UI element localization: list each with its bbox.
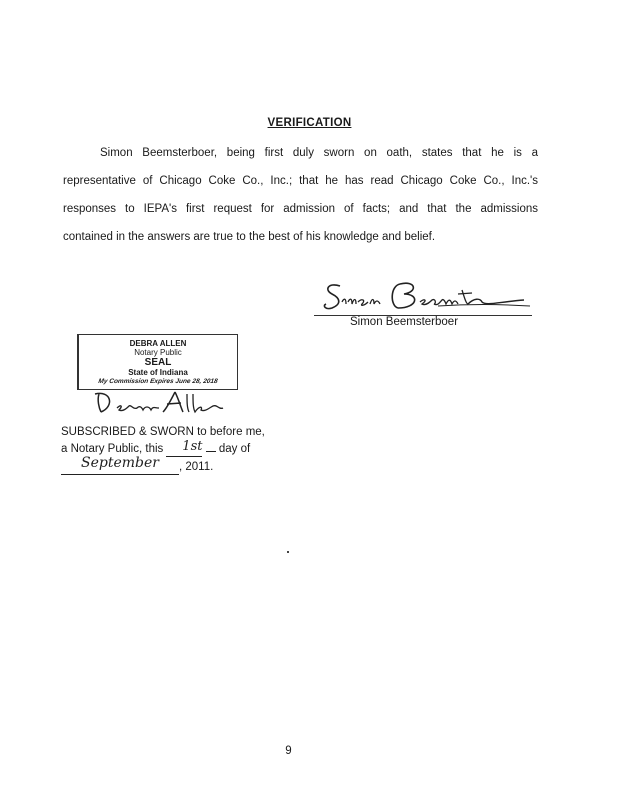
body-line-4: contained in the answers are true to the best of his knowledge and belief. [63, 231, 436, 243]
notary-signature [93, 388, 233, 416]
subscribed-line-1: SUBSCRIBED & SWORN to before me, [61, 426, 265, 438]
subscribed-prefix: a Notary Public, this [61, 443, 164, 455]
seal-state: State of Indiana [128, 368, 188, 377]
year-text: , 2011. [179, 461, 214, 473]
body-line-2: representative of Chicago Coke Co., Inc.; that he has read Chicago Coke Co., Inc.'s [63, 175, 538, 187]
body-line-1: Simon Beemsterboer, being first duly sworn on oath, states that he is a [100, 147, 538, 159]
document-title: VERIFICATION [267, 117, 352, 129]
signer-name: Simon Beemsterboer [350, 316, 459, 328]
month-blank [61, 455, 179, 475]
scan-speck [287, 551, 289, 553]
subscribed-line-3 [61, 455, 214, 475]
page-number: 9 [285, 745, 292, 757]
day-blank-tail [206, 451, 216, 452]
seal-notary-name: DEBRA ALLEN [129, 339, 187, 348]
day-blank [166, 441, 202, 457]
notary-seal-stamp [77, 334, 238, 390]
seal-role: Notary Public [134, 348, 182, 357]
seal-expiration: My Commission Expires June 28, 2018 [97, 378, 219, 385]
seal-label: SEAL [144, 357, 172, 368]
signer-signature [318, 276, 533, 318]
subscribed-suffix: day of [218, 443, 251, 455]
body-line-3: responses to IEPA's first request for admission of facts; and that the admissions [63, 203, 538, 215]
day-handwritten: 1st [182, 439, 203, 454]
month-handwritten: September [81, 455, 159, 471]
